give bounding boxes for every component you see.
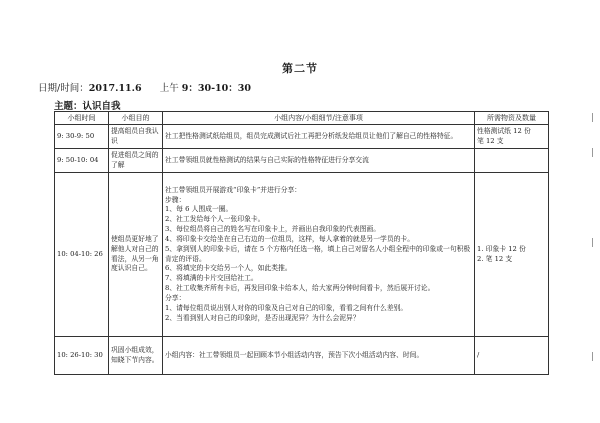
row-content [163, 173, 475, 337]
content-line: 1、每 6 人围成一圈。 [165, 205, 233, 214]
content-line: 3、每位组员将自己的姓名写在印象卡上，并画出自我印象的代表图画。 [165, 225, 381, 234]
row-time: 9: 50-10: 04 [55, 149, 109, 173]
content-line: 社工带领组员开展游戏“印象卡”并进行分享： [165, 185, 302, 194]
time-value: 9：30-10：30 [181, 83, 251, 94]
content-line: 4、将印象卡交给坐在自己右边的一位组员，这样，每人拿着的就是另一学员的卡。 [165, 234, 415, 243]
row-time: 10: 26-10: 30 [55, 337, 109, 375]
header-time: 小组时间 [55, 112, 109, 125]
row-time: 9: 30-9: 50 [55, 125, 109, 149]
header-material: 所需物资及数量 [475, 112, 549, 125]
row-content [163, 125, 475, 149]
page-edge-mark [592, 352, 596, 361]
material-line: 笔 12 支 [477, 136, 504, 145]
content-line: 小组内容：社工带领组员一起回顾本节小组活动内容，预告下次小组活动内容、时间。 [165, 350, 424, 359]
date-label: 日期/时间： [38, 83, 89, 94]
material-line: 性格测试纸 12 份 [477, 126, 531, 135]
content-line: 步骤： [165, 195, 186, 204]
content-line: 2、社工发给每个人一张印象卡。 [165, 215, 265, 224]
content-line: 8、社工收集齐所有卡后，再发回印象卡给本人，给大家两分钟时间看卡，然后展开讨论。 [165, 284, 435, 293]
content-line: 6、将填完的卡交给另一个人，如此类推。 [165, 264, 292, 273]
section-title: 第二节 [282, 62, 318, 75]
activity-plan-table [54, 111, 549, 375]
row-content [163, 149, 475, 173]
material-line: / [477, 350, 480, 359]
row-goal: 使组员更好地了解他人对自己的看法，从另一角度认识自己。 [109, 173, 163, 337]
date-value: 2017.11.6 [88, 83, 142, 94]
content-line: 社工把性格测试纸给组员，组员完成测试后社工再把分析纸发给组员让他们了解自己的性格特征。 [165, 131, 458, 140]
content-line: 5、拿到别人的印象卡后，请在 5 个方格内任选一格，填上自己对留名人小组全程中的印象或一句积极肯定的评语。 [165, 244, 471, 263]
content-line: 1、请每位组员说出别人对你的印象及自己对自己的印象，看看之间有什么差别。 [165, 303, 408, 312]
row-content [163, 337, 475, 375]
content-line: 7、将填满的卡片交回给社工。 [165, 274, 258, 283]
content-line: 社工带领组员就性格测试的结果与自己实际的性格特征进行分享交流 [165, 155, 369, 164]
row-material [475, 125, 549, 149]
row-goal: 提高组员自我认识 [109, 125, 163, 149]
page-edge-mark [592, 148, 596, 157]
row-material [475, 149, 549, 173]
row-time: 10: 04-10: 26 [55, 173, 109, 337]
material-line: 1. 印象卡 12 份 [477, 244, 526, 253]
session-label: 上午 [159, 83, 179, 94]
table-row [55, 149, 549, 173]
table-row [55, 125, 549, 149]
date-time-line [38, 80, 251, 94]
content-line: 分享： [165, 294, 186, 303]
material-line: 2. 笔 12 支 [477, 254, 513, 263]
page-edge-mark [592, 238, 596, 247]
row-material [475, 173, 549, 337]
theme-line: 主题：认识自我 [54, 101, 121, 112]
table-row [55, 173, 549, 337]
row-goal: 巩固小组成效，知晓下节内容。 [109, 337, 163, 375]
row-goal: 促进组员之间的了解 [109, 149, 163, 173]
table-row [55, 337, 549, 375]
header-goal: 小组目的 [109, 112, 163, 125]
table-header-row [55, 112, 549, 125]
header-content: 小组内容/小组细节/注意事项 [163, 112, 475, 125]
content-line: 2、当看到别人对自己的印象时，是否出现泥异？为什么会泥异？ [165, 313, 360, 322]
page-edge-mark [592, 113, 596, 122]
row-material [475, 337, 549, 375]
